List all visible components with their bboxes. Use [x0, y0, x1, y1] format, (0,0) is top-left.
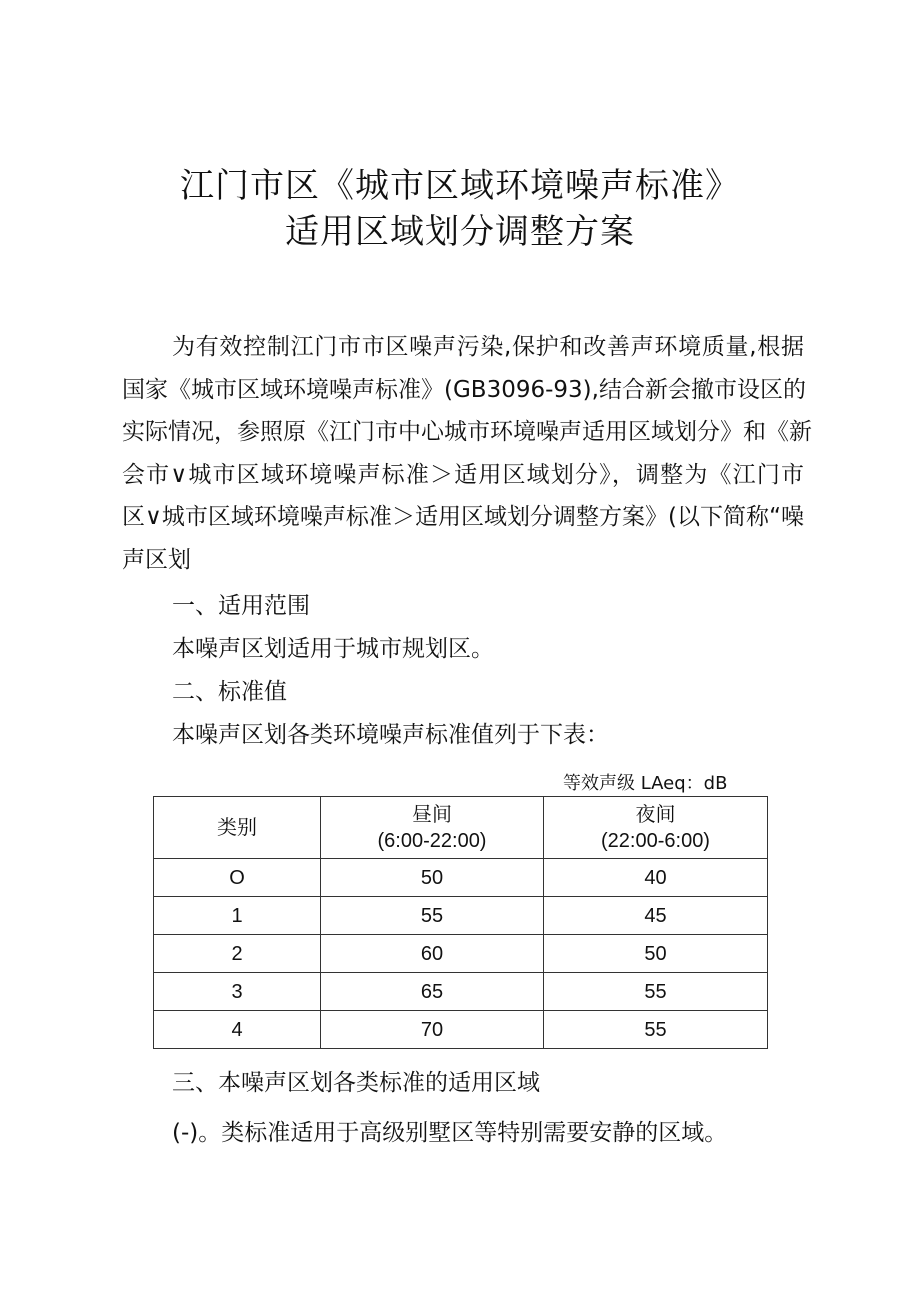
intro-line: 国家《城市区域环境噪声标准》(GB3096-93),结合新会撤市设区的	[122, 376, 806, 403]
cell-category: O	[154, 859, 321, 897]
header-day-label: 昼间	[412, 803, 452, 826]
cell-night: 55	[544, 973, 768, 1011]
intro-paragraph	[122, 326, 812, 581]
intro-line: 会市∨城市区域环境噪声标准＞适用区域划分》，调整为《江门市	[122, 461, 804, 488]
cell-category: 3	[154, 973, 321, 1011]
header-day-time: (6:00-22:00)	[377, 829, 487, 852]
section-2-body: 本噪声区划各类环境噪声标准值列于下表：	[172, 722, 609, 748]
section-1-body: 本噪声区划适用于城市规划区。	[172, 636, 494, 662]
header-night-label: 夜间	[635, 803, 676, 826]
cell-day: 70	[321, 1011, 544, 1049]
table-row	[154, 897, 768, 935]
intro-line: 为有效控制江门市市区噪声污染,保护和改善声环境质量,根据	[172, 334, 804, 360]
header-night	[544, 797, 768, 859]
table-row	[154, 859, 768, 897]
cell-category: 4	[154, 1011, 321, 1049]
header-day	[321, 797, 544, 859]
cell-day: 50	[321, 859, 544, 897]
document-title-line-2: 适用区域划分调整方案	[285, 212, 635, 252]
header-category: 类别	[154, 797, 321, 859]
cell-night: 55	[544, 1011, 768, 1049]
section-1-heading: 一、适用范围	[172, 593, 310, 619]
table-row	[154, 973, 768, 1011]
header-night-time: (22:00-6:00)	[601, 829, 710, 852]
cell-category: 1	[154, 897, 321, 935]
section-2-heading: 二、标准值	[172, 679, 287, 705]
table-header-row	[154, 797, 768, 859]
section-3-item-1: (-)。类标准适用于高级别墅区等特别需要安静的区域。	[172, 1120, 728, 1146]
section-3-heading: 三、本噪声区划各类标准的适用区域	[172, 1070, 540, 1096]
cell-day: 60	[321, 935, 544, 973]
intro-line: 区∨城市区域环境噪声标准＞适用区域划分调整方案》(以下简称“噪	[122, 504, 804, 530]
intro-line: 声区划	[122, 546, 191, 573]
noise-standard-table	[153, 796, 768, 1049]
cell-night: 45	[544, 897, 768, 935]
cell-night: 40	[544, 859, 768, 897]
table-row	[154, 935, 768, 973]
table-row	[154, 1011, 768, 1049]
intro-line: 实际情况，参照原《江门市中心城市环境噪声适用区域划分》和《新	[122, 419, 812, 445]
cell-day: 55	[321, 897, 544, 935]
document-title-line-1: 江门市区《城市区域环境噪声标准》	[180, 166, 740, 206]
cell-night: 50	[544, 935, 768, 973]
cell-day: 65	[321, 973, 544, 1011]
cell-category: 2	[154, 935, 321, 973]
table-unit-label: 等效声级 LAeq：dB	[563, 773, 728, 794]
